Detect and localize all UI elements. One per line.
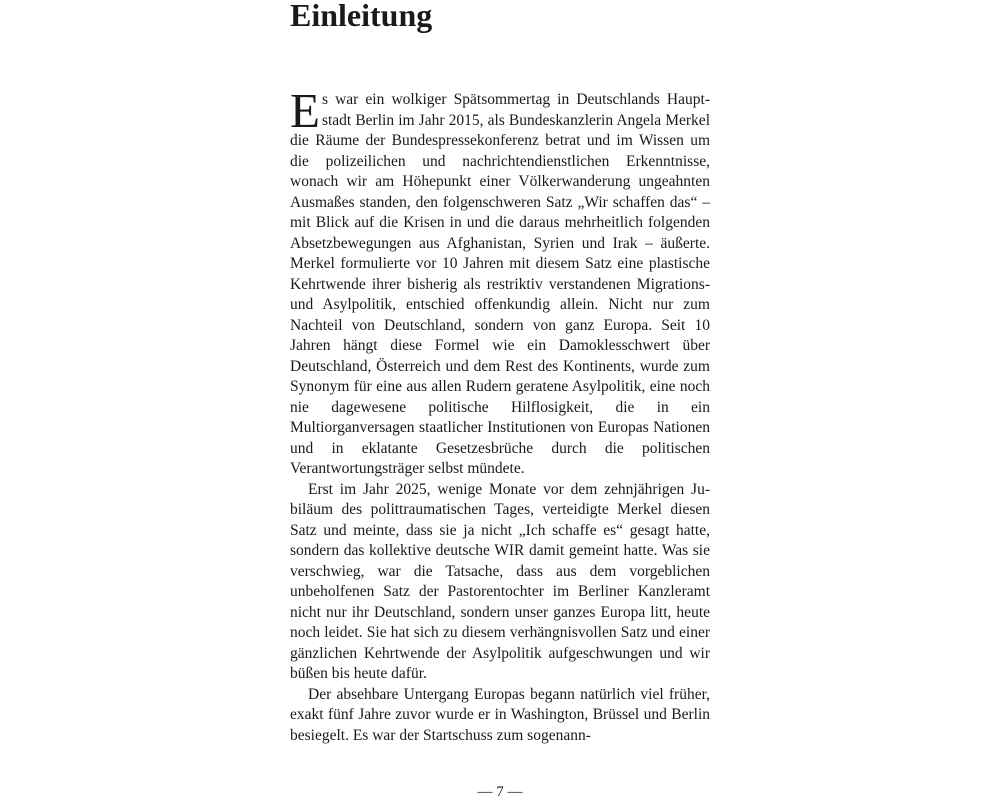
drop-cap: E [290,83,320,138]
chapter-title: Einleitung [290,0,433,33]
paragraph-1-text: s war ein wolkiger Spätsommertag in Deutschlands Hauptstadt Berlin im Jahr 2015, als Bundeskanzlerin Angela Merkel die Räume der Bundespressekonferenz betrat und im Wissen um die polizeilichen und nachrichtendienstlichen Erkenntnisse, wonach wir am Höhepunkt einer Völkerwanderung ungeahnten Ausmaßes standen, den folgenschweren Satz „Wir schaffen das“ – mit Blick auf die Krisen in und die daraus mehrheitlich folgenden Absetzbewegungen aus Afghanistan, Syrien und Irak – äußerte. Merkel formulierte vor 10 Jahren mit diesem Satz eine plastische Kehrtwende ihrer bisherig als restriktiv verstandenen Migrations- und Asylpolitik, entschied offenkundig allein. Nicht nur zum Nachteil von Deutschland, sondern von ganz Europa. Seit 10 Jahren hängt diese Formel wie ein Damoklesschwert über Deutschland, Österreich und dem Rest des Kontinents, wurde zum Synonym für eine aus allen Rudern geratene Asylpolitik, eine noch nie dagewesene politische Hilflosigkeit, die in ein Multiorganversagen staatlicher Institutionen von Europas Nationen und in eklatante Gesetzesbrüche durch die politischen Verantwortungsträger selbst mündete. [290,91,710,477]
paragraph-2: Erst im Jahr 2025, wenige Monate vor dem zehnjährigen Jubiläum des polittraumatischen Tages, verteidigte Merkel diesen Satz und meinte, dass sie ja nicht „Ich schaffe es“ gesagt hatte, sondern das kollektive deutsche WIR damit gemeint hatte. Was sie verschwieg, war die Tatsache, dass aus dem vorgeblichen unbeholfenen Satz der Pastorentochter im Berliner Kanzleramt nicht nur ihr Deutschland, sondern unser ganzes Europa litt, heute noch leidet. Sie hat sich zu diesem verhängnisvollen Satz und einer gänzlichen Kehrtwende der Asylpolitik aufgeschwungen und wir büßen bis heute dafür. [290,480,710,682]
paragraph-1 [290,83,710,480]
body-text [290,83,710,746]
page-number: — 7 — [477,784,523,800]
paragraph-3: Der absehbare Untergang Europas begann natürlich viel früher, exakt fünf Jahre zuvor wurde er in Washington, Brüssel und Berlin besiegelt. Es war der Startschuss zum sogenann- [290,685,710,744]
